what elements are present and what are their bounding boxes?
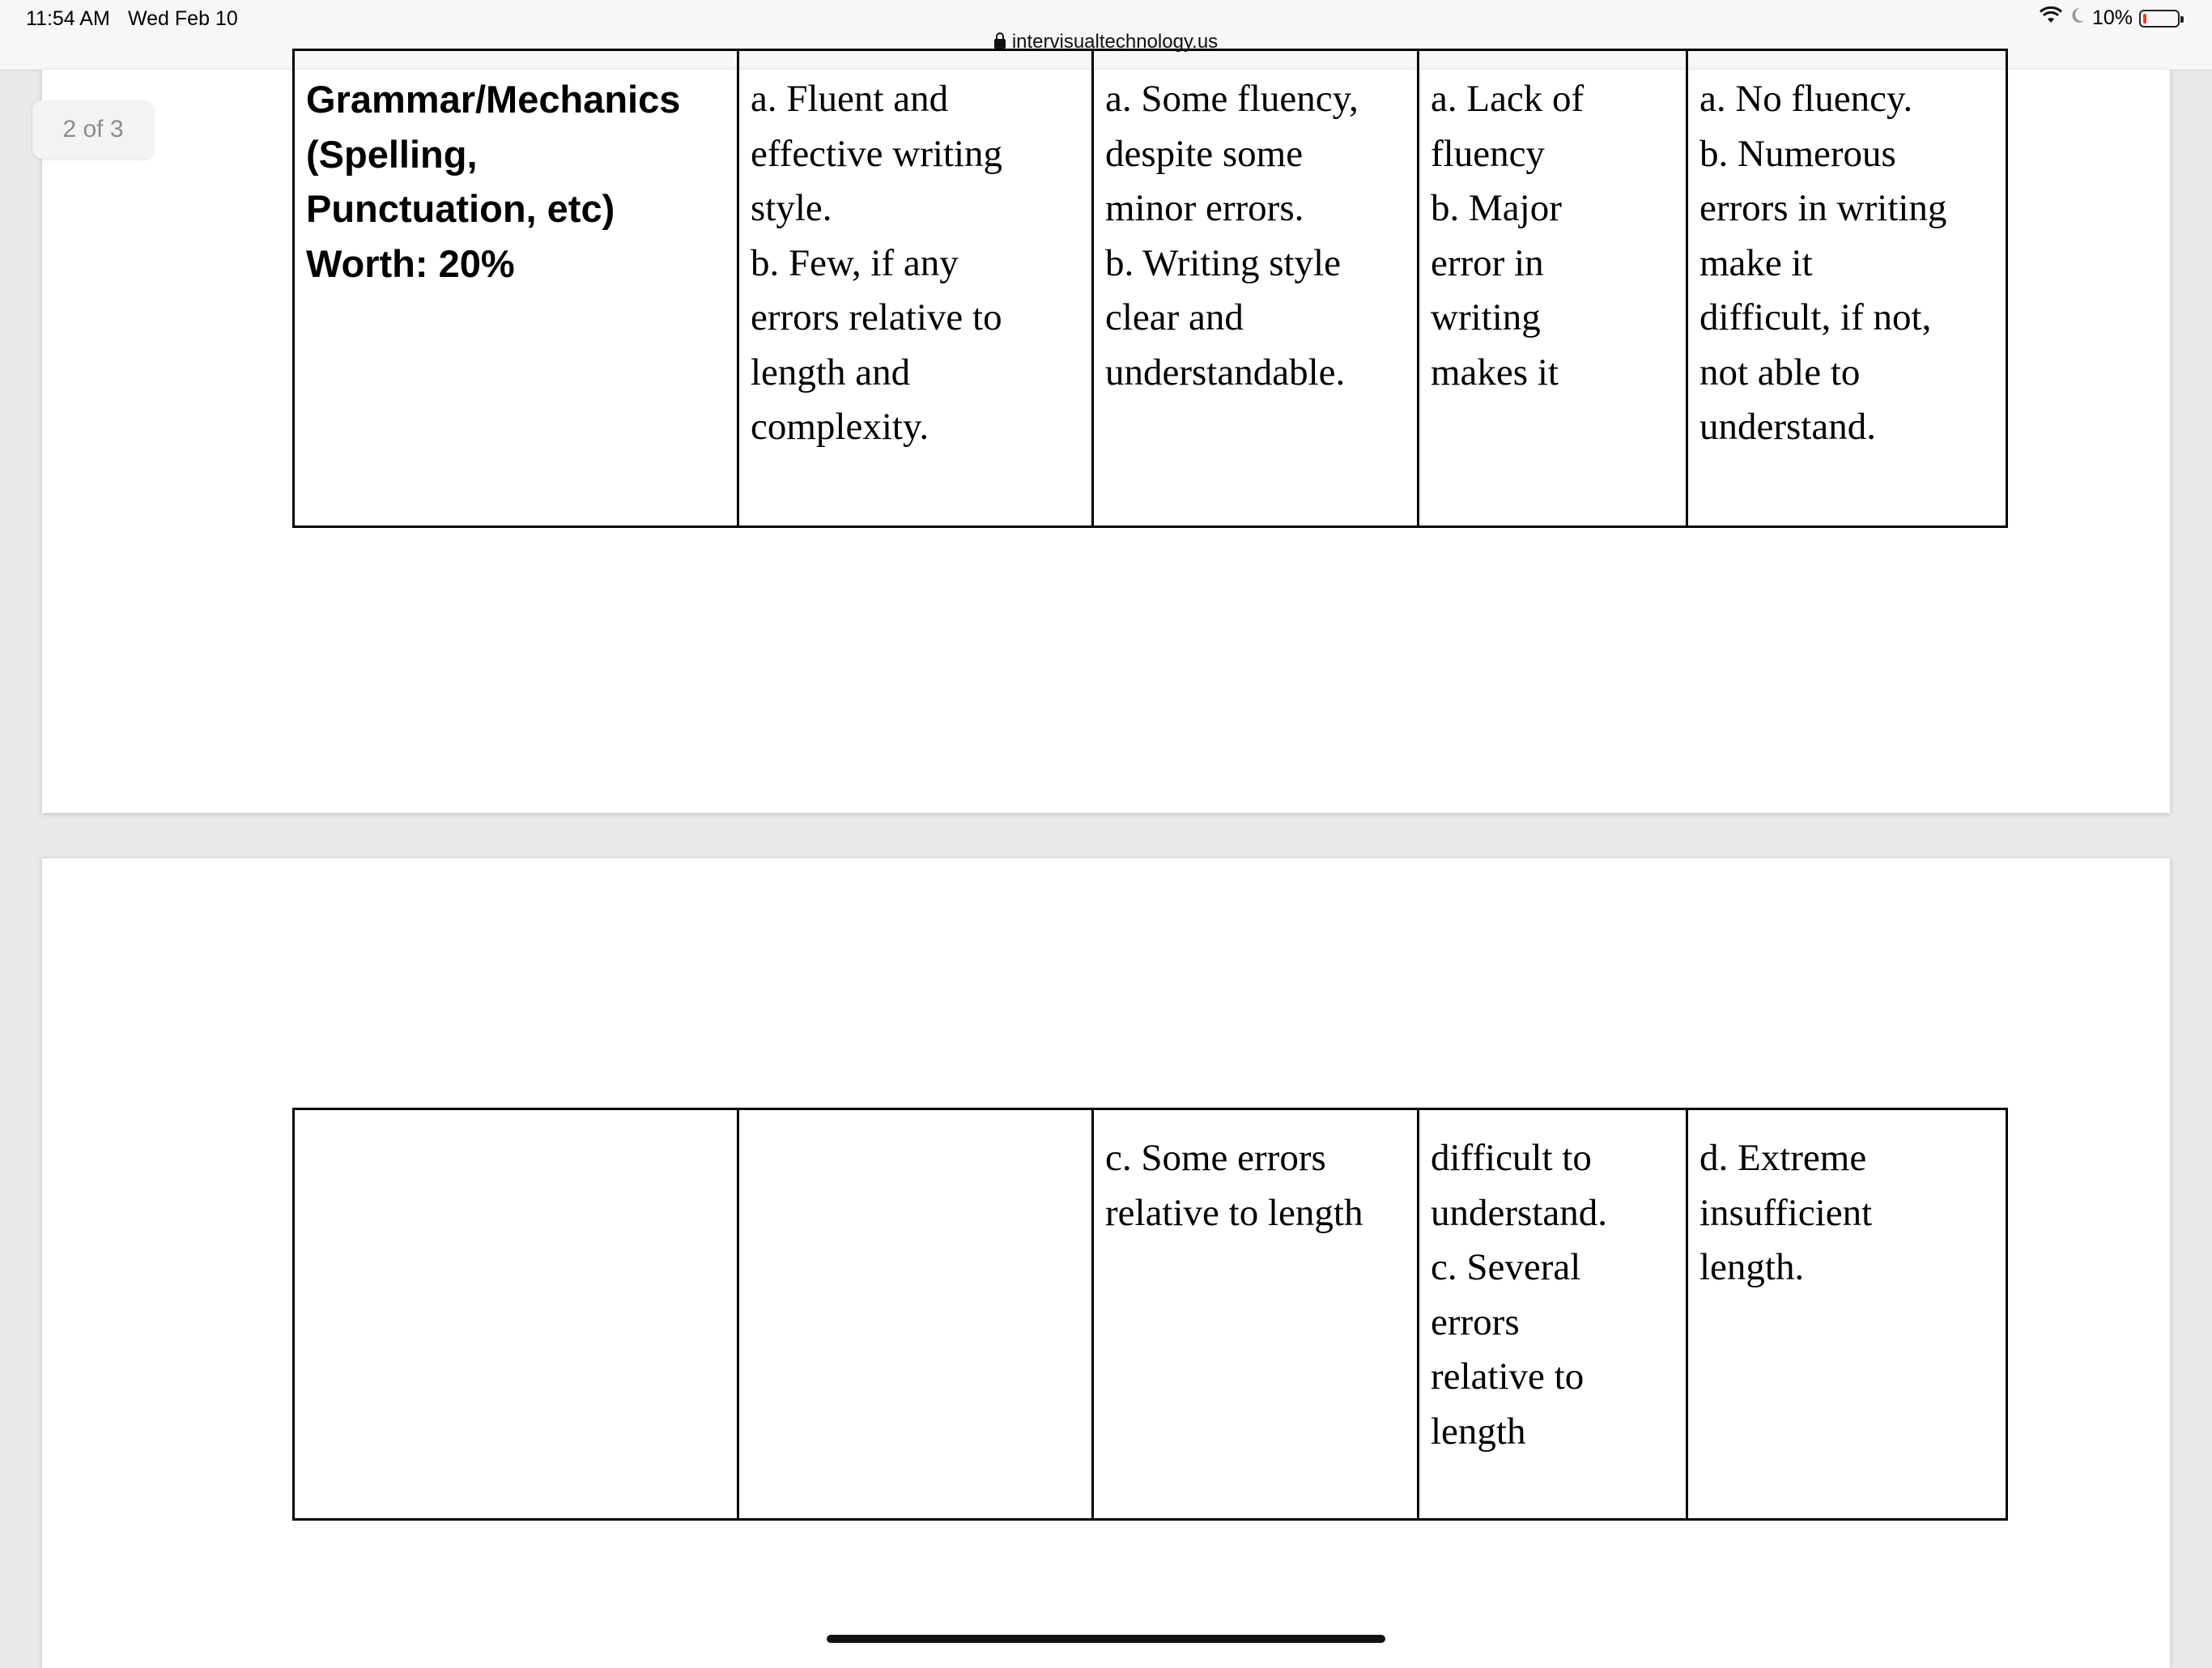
cell-line: insufficient	[1699, 1191, 1873, 1234]
status-date: Wed Feb 10	[128, 7, 238, 30]
cell-line: makes it	[1431, 351, 1559, 394]
url-text: intervisualtechnology.us	[1011, 31, 1219, 53]
rubric-table-bottom	[292, 1108, 2008, 1521]
battery-icon	[2139, 10, 2180, 28]
table-row	[294, 1109, 2007, 1520]
cell-line: a. Lack of	[1431, 78, 1585, 120]
cell-line: b. Major	[1431, 187, 1562, 229]
home-indicator[interactable]	[827, 1635, 1385, 1643]
rubric-cell-col4	[1687, 1109, 2007, 1520]
cell-line: c. Some errors	[1105, 1137, 1326, 1179]
cell-line: understand.	[1699, 406, 1876, 448]
cell-line: b. Writing style	[1105, 241, 1341, 284]
cell-line: c. Several	[1431, 1246, 1581, 1288]
cell-line: relative to	[1431, 1355, 1585, 1398]
rubric-table-top	[292, 49, 2008, 528]
table-row	[294, 50, 2007, 527]
cell-line: errors in writing	[1699, 187, 1947, 229]
cell-line: a. No fluency.	[1699, 78, 1913, 120]
moon-icon	[2069, 6, 2086, 30]
cell-line: difficult, if not,	[1699, 296, 1932, 338]
criteria-line: Grammar/Mechanics	[306, 78, 681, 121]
cell-line: relative to length	[1105, 1191, 1363, 1234]
cell-line: a. Fluent and	[751, 78, 949, 120]
cell-line: d. Extreme	[1699, 1137, 1867, 1179]
cell-line: clear and	[1105, 296, 1244, 338]
cell-line: effective writing	[751, 132, 1003, 175]
cell-line: length and	[751, 351, 911, 394]
cell-line: b. Few, if any	[751, 241, 959, 284]
cell-line: writing	[1431, 296, 1541, 338]
lock-icon	[994, 39, 1006, 49]
wifi-icon	[2039, 6, 2063, 30]
rubric-cell-criteria-empty	[294, 1109, 738, 1520]
cell-line: style.	[751, 187, 832, 229]
cell-line: length	[1431, 1410, 1526, 1453]
cell-line: errors	[1431, 1300, 1520, 1343]
cell-line: understand.	[1431, 1191, 1607, 1234]
cell-line: a. Some fluency,	[1105, 78, 1359, 120]
cell-line: b. Numerous	[1699, 132, 1896, 175]
cell-line: despite some	[1105, 132, 1304, 175]
criteria-line: Punctuation, etc)	[306, 187, 615, 230]
rubric-cell-col2	[1093, 50, 1419, 527]
cell-line: fluency	[1431, 132, 1545, 175]
criteria-cell	[294, 50, 738, 527]
criteria-line: (Spelling,	[306, 132, 478, 176]
criteria-line: Worth: 20%	[306, 241, 515, 285]
rubric-cell-col3	[1419, 1109, 1687, 1520]
cell-line: length.	[1699, 1246, 1805, 1288]
cell-line: difficult to	[1431, 1137, 1592, 1179]
cell-line: understandable.	[1105, 351, 1346, 394]
rubric-cell-col1-empty	[738, 1109, 1093, 1520]
cell-line: not able to	[1699, 351, 1861, 394]
page-indicator: 2 of 3	[32, 100, 154, 159]
cell-line: complexity.	[751, 406, 929, 448]
cell-line: make it	[1699, 241, 1813, 284]
status-indicators	[2039, 6, 2180, 30]
cell-line: errors relative to	[751, 296, 1002, 338]
rubric-cell-col1	[738, 50, 1093, 527]
cell-line: minor errors.	[1105, 187, 1304, 229]
rubric-cell-col3	[1419, 50, 1687, 527]
cell-line: error in	[1431, 241, 1544, 284]
rubric-cell-col2	[1093, 1109, 1419, 1520]
rubric-cell-col4	[1687, 50, 2007, 527]
battery-percent: 10%	[2091, 6, 2133, 29]
status-time: 11:54 AM	[26, 7, 110, 30]
